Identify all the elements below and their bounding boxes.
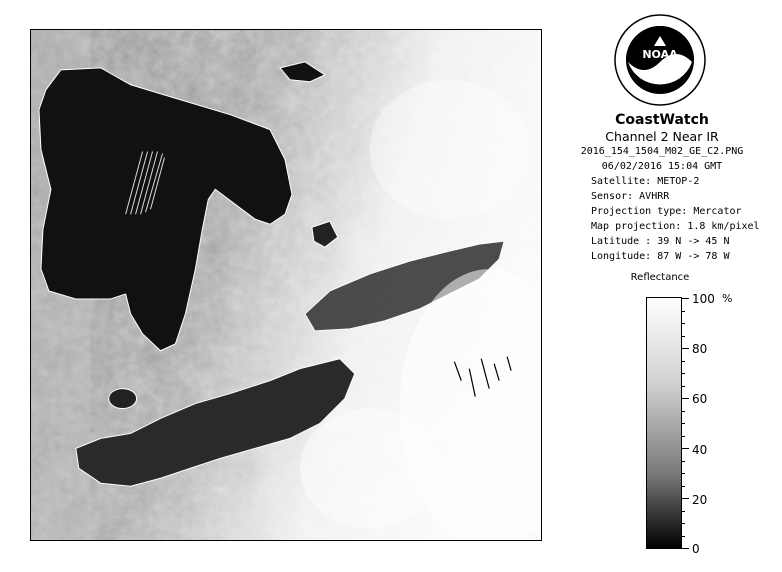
cloud-mass-north <box>370 80 529 219</box>
sensor: Sensor: AVHRR <box>591 191 670 202</box>
colorbar-major-tick <box>681 348 689 349</box>
tick-label-0: 0 <box>692 542 700 556</box>
product-title: CoastWatch <box>615 112 709 128</box>
latitude-range: Latitude : 39 N -> 45 N <box>591 236 730 247</box>
colorbar-minor-tick <box>681 436 685 437</box>
noaa-seal-icon <box>614 14 706 106</box>
colorbar-minor-tick <box>681 536 685 537</box>
legend-title: Reflectance <box>630 272 690 283</box>
tick-label-100: 100 <box>692 292 715 306</box>
colorbar-major-tick <box>681 548 689 549</box>
colorbar-minor-tick <box>681 523 685 524</box>
noaa-logo <box>614 14 706 106</box>
tick-label-40: 40 <box>692 443 708 457</box>
tick-label-80: 80 <box>692 342 708 356</box>
map-projection: Map projection: 1.8 km/pixel <box>591 221 760 232</box>
colorbar-minor-tick <box>681 361 685 362</box>
colorbar-minor-tick <box>681 486 685 487</box>
image-metadata <box>560 112 764 264</box>
projection-type: Projection type: Mercator <box>591 206 742 217</box>
colorbar-minor-tick <box>681 461 685 462</box>
colorbar-minor-tick <box>681 386 685 387</box>
colorbar-minor-tick <box>681 323 685 324</box>
colorbar-major-tick <box>681 298 689 299</box>
colorbar-minor-tick <box>681 311 685 312</box>
colorbar-major-tick <box>681 448 689 449</box>
lake-st-clair <box>109 389 137 409</box>
satellite-image <box>30 29 542 541</box>
tick-label-60: 60 <box>692 392 708 406</box>
noaa-logo-text: NOAA <box>642 48 678 61</box>
filename: 2016_154_1504_M02_GE_C2.PNG <box>580 146 744 157</box>
reflectance-colorbar <box>646 297 682 549</box>
colorbar-major-tick <box>681 398 689 399</box>
cloud-mass-south <box>300 409 439 529</box>
colorbar-minor-tick <box>681 373 685 374</box>
legend-unit: % <box>722 292 733 305</box>
satellite-map <box>31 30 541 540</box>
datetime: 06/02/2016 15:04 GMT <box>601 161 723 172</box>
channel-label: Channel 2 Near IR <box>605 129 719 144</box>
longitude-range: Longitude: 87 W -> 78 W <box>591 251 730 262</box>
tick-label-20: 20 <box>692 493 708 507</box>
colorbar-major-tick <box>681 498 689 499</box>
colorbar-minor-tick <box>681 511 685 512</box>
colorbar-minor-tick <box>681 473 685 474</box>
satellite: Satellite: METOP-2 <box>591 176 700 187</box>
colorbar-minor-tick <box>681 411 685 412</box>
colorbar-minor-tick <box>681 423 685 424</box>
colorbar-minor-tick <box>681 336 685 337</box>
